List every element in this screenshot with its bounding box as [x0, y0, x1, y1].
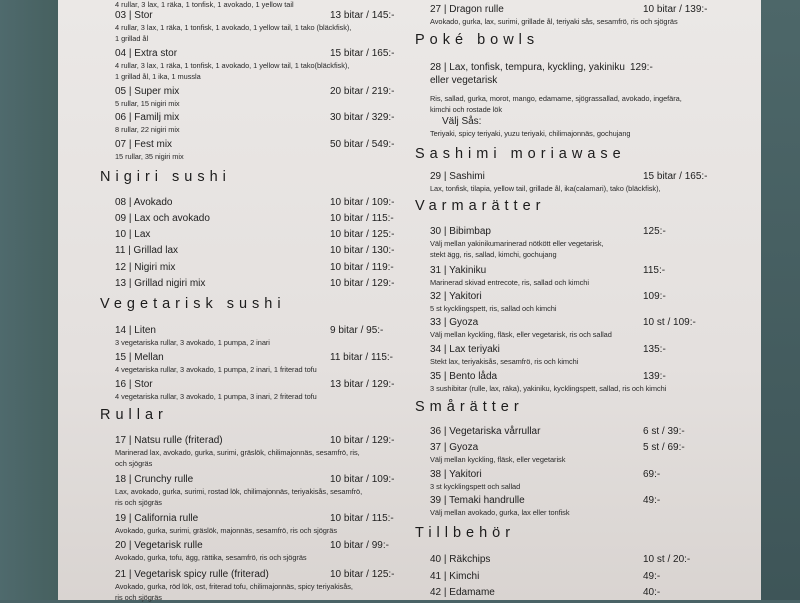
item-number: 11: [115, 245, 126, 256]
menu-item-description: Avokado, gurka, lax, surimi, grillade ål, teriyaki sås, sesamfrö, ris och sjögräs: [430, 17, 678, 26]
item-number: 40: [430, 554, 442, 565]
item-number: 08: [115, 197, 127, 208]
menu-item-description: Ris, sallad, gurka, morot, mango, edamame, sjögrassallad, avokado, ingefära,: [430, 94, 682, 103]
item-title: Extra stor: [134, 48, 178, 59]
menu-item-name: [430, 290, 482, 303]
separator: |: [441, 171, 450, 182]
menu-item-price: 49:-: [643, 495, 661, 506]
menu-item-name: [115, 9, 153, 22]
menu-item-price: 115:-: [643, 265, 666, 276]
item-number: 15: [115, 352, 127, 363]
menu-item-price: 129:-: [630, 62, 653, 73]
menu-item-price: 10 bitar / 109:-: [330, 197, 395, 208]
menu-item-name: [430, 494, 525, 507]
menu-item-description: 8 rullar, 22 nigiri mix: [115, 125, 180, 134]
menu-item-name: [430, 170, 485, 183]
menu-item-description: Välj mellan kyckling, fläsk, eller vegetarisk, ris och sallad: [430, 330, 612, 339]
menu-item-description: Marinerad skivad entrecote, ris, sallad och kimchi: [430, 278, 589, 287]
menu-item-name: [115, 351, 164, 364]
item-title: Vegetariska vårrullar: [449, 426, 541, 437]
item-title: Stor: [134, 379, 153, 390]
menu-item-price: 10 bitar / 139:-: [643, 4, 708, 15]
menu-item-name: [115, 512, 198, 525]
wall-background-right: [761, 0, 800, 600]
menu-item-description: stekt ägg, ris, sallad, kimchi, gochujang: [430, 250, 557, 259]
menu-item-name: [115, 47, 177, 60]
item-number: 13: [115, 278, 127, 289]
menu-item-description: Lax, tonfisk, tilapia, yellow tail, grillade ål, ika(calamari), tako (bläckfisk),: [430, 184, 661, 193]
menu-item-description: Välj mellan yakinikumarinerad nötkött eller vegetarisk,: [430, 239, 604, 248]
menu-item-description: 4 rullar, 3 lax, 1 räka, 1 tonfisk, 1 avokado, 1 yellow tail, 1 tako (bläckfisk),: [115, 23, 352, 32]
item-title: Vegetarisk spicy rulle (friterad): [134, 569, 269, 580]
item-number: 18: [115, 474, 127, 485]
separator: |: [126, 325, 135, 336]
menu-item-price: 10 st / 20:-: [643, 554, 691, 565]
menu-item-name: [430, 586, 495, 599]
menu-item-name: [430, 3, 504, 16]
item-number: 38: [430, 469, 442, 480]
section-heading: Poké bowls: [415, 32, 540, 48]
sauce-options: Teriyaki, spicy teriyaki, yuzu teriyaki, chilimajonnäs, gochujang: [430, 129, 631, 138]
item-title: Lax teriyaki: [449, 344, 500, 355]
menu-item-price: 10 bitar / 129:-: [330, 435, 395, 446]
separator: |: [441, 469, 450, 480]
menu-item-price: 139:-: [643, 371, 666, 382]
item-number: 16: [115, 379, 127, 390]
menu-item-price: 10 bitar / 109:-: [330, 474, 395, 485]
item-number: 20: [115, 540, 127, 551]
menu-item-name-continued: eller vegetarisk: [430, 75, 498, 86]
item-title: Grillad lax: [133, 245, 179, 256]
item-title: Super mix: [134, 86, 180, 97]
menu-item-name: [430, 316, 478, 329]
item-title: Mellan: [134, 352, 164, 363]
top-fragment-description: 4 rullar, 3 lax, 1 räka, 1 tonfisk, 1 avokado, 1 yellow tail: [115, 0, 294, 9]
menu-item-price: 10 bitar / 115:-: [330, 513, 394, 524]
item-number: 30: [430, 226, 442, 237]
separator: |: [126, 435, 135, 446]
item-number: 17: [115, 435, 127, 446]
separator: |: [441, 62, 450, 73]
menu-item-name: [115, 324, 156, 337]
separator: |: [441, 442, 450, 453]
item-title: Kimchi: [449, 571, 480, 582]
separator: |: [126, 86, 135, 97]
menu-item-name: [430, 468, 482, 481]
separator: |: [441, 587, 450, 598]
menu-item-description: 5 st kycklingspett, ris, sallad och kimchi: [430, 304, 557, 313]
item-number: 36: [430, 426, 442, 437]
menu-item-description: 15 rullar, 35 nigiri mix: [115, 152, 184, 161]
separator: |: [126, 213, 135, 224]
menu-item-description: 4 rullar, 3 lax, 1 räka, 1 tonfisk, 1 avokado, 1 yellow tail, 1 tako(bläckfisk),: [115, 61, 350, 70]
separator: |: [441, 495, 450, 506]
item-number: 07: [115, 139, 127, 150]
item-title: California rulle: [134, 513, 199, 524]
item-number: 32: [430, 291, 442, 302]
section-heading: Tillbehör: [415, 525, 516, 541]
menu-item-name: [115, 111, 179, 124]
separator: |: [126, 278, 135, 289]
item-title: Crunchy rulle: [134, 474, 194, 485]
item-number: 33: [430, 317, 442, 328]
item-number: 12: [115, 262, 127, 273]
menu-item-name: [430, 370, 497, 383]
item-title: Bibimbap: [449, 226, 491, 237]
menu-item-description: Marinerad lax, avokado, gurka, surimi, gräslök, chilimajonnäs, sesamfrö, ris,: [115, 448, 360, 457]
item-number: 31: [430, 265, 442, 276]
section-heading: Rullar: [100, 407, 168, 423]
section-heading: Nigiri sushi: [100, 169, 231, 185]
menu-item-name: [115, 473, 193, 486]
menu-item-description: Välj mellan kyckling, fläsk, eller vegetarisk: [430, 455, 566, 464]
menu-item-name: [115, 378, 153, 391]
menu-item-price: 9 bitar / 95:-: [330, 325, 384, 336]
menu-item-price: 6 st / 39:-: [643, 426, 685, 437]
menu-item-name: [430, 570, 479, 583]
item-number: 27: [430, 4, 442, 15]
menu-item-name: [430, 441, 478, 454]
item-number: 05: [115, 86, 127, 97]
menu-item-name: [430, 343, 500, 356]
menu-item-description: Välj mellan avokado, gurka, lax eller tonfisk: [430, 508, 570, 517]
menu-item-price: 109:-: [643, 291, 666, 302]
menu-item-description: Avokado, gurka, tofu, ägg, rättika, sesamfrö, ris och sjögräs: [115, 553, 307, 562]
item-number: 21: [115, 569, 127, 580]
menu-item-description: 5 rullar, 15 nigiri mix: [115, 99, 180, 108]
item-title: Nigiri mix: [134, 262, 176, 273]
menu-item-description: 1 grillad ål, 1 ika, 1 mussla: [115, 72, 201, 81]
item-number: 03: [115, 10, 127, 21]
item-title: Yakiniku: [449, 265, 487, 276]
item-title: Dragon rulle: [449, 4, 504, 15]
separator: |: [126, 112, 135, 123]
menu-item-name: [430, 425, 540, 438]
menu-item-price: 10 bitar / 130:-: [330, 245, 395, 256]
item-title: Räkchips: [449, 554, 491, 565]
item-number: 41: [430, 571, 442, 582]
separator: |: [125, 245, 134, 256]
menu-item-description: Lax, avokado, gurka, surimi, rostad lök, chilimajonnäs, teriyakisås, sesamfrö,: [115, 487, 363, 496]
separator: |: [441, 265, 450, 276]
section-heading: Smårätter: [415, 399, 524, 415]
separator: |: [441, 371, 450, 382]
menu-item-name: [115, 196, 172, 209]
menu-item-price: 40:-: [643, 587, 661, 598]
wall-background-left: [0, 0, 58, 600]
menu-item-price: 10 bitar / 119:-: [330, 262, 394, 273]
separator: |: [126, 474, 135, 485]
separator: |: [126, 48, 135, 59]
menu-item-description: 3 sushibitar (rulle, lax, räka), yakiniku, kycklingspett, sallad, ris och kimchi: [430, 384, 667, 393]
menu-item-price: 135:-: [643, 344, 666, 355]
menu-item-price: 10 bitar / 99:-: [330, 540, 389, 551]
menu-item-name: [115, 261, 175, 274]
item-title: Bento låda: [449, 371, 498, 382]
menu-item-description: 4 vegetariska rullar, 3 avokado, 1 pumpa, 3 inari, 2 friterad tofu: [115, 392, 317, 401]
menu-item-price: 30 bitar / 329:-: [330, 112, 395, 123]
separator: |: [441, 317, 450, 328]
item-number: 29: [430, 171, 442, 182]
separator: |: [126, 569, 135, 580]
section-heading: Sashimi moriawase: [415, 146, 626, 162]
menu-item-name: [430, 264, 486, 277]
item-title: Fest mix: [134, 139, 173, 150]
item-title: Edamame: [449, 587, 495, 598]
separator: |: [126, 197, 134, 208]
item-number: 34: [430, 344, 442, 355]
menu-item-name: [430, 61, 625, 74]
item-number: 14: [115, 325, 127, 336]
item-title: Temaki handrulle: [449, 495, 525, 506]
separator: |: [441, 226, 450, 237]
item-number: 06: [115, 112, 127, 123]
menu-item-description: ris och sjögräs: [115, 498, 162, 507]
item-number: 42: [430, 587, 442, 598]
menu-item-description: Stekt lax, teriyakisås, sesamfrö, ris och kimchi: [430, 357, 579, 366]
item-title: Sashimi: [449, 171, 485, 182]
menu-item-price: 125:-: [643, 226, 666, 237]
item-title: Natsu rulle (friterad): [134, 435, 223, 446]
menu-item-name: [115, 568, 269, 581]
menu-item-description: 3 st kycklingspett och sallad: [430, 482, 521, 491]
menu-item-name: [115, 138, 172, 151]
item-title: Lax: [134, 229, 151, 240]
item-title: Lax och avokado: [134, 213, 210, 224]
menu-item-price: 49:-: [643, 571, 661, 582]
menu-item-description: Avokado, gurka, röd lök, ost, friterad tofu, chilimajonnäs, spicy teriyakisås,: [115, 582, 353, 591]
separator: |: [441, 344, 450, 355]
item-title: Avokado: [133, 197, 173, 208]
menu-item-description: 3 vegetariska rullar, 3 avokado, 1 pumpa, 2 inari: [115, 338, 270, 347]
menu-item-price: 11 bitar / 115:-: [330, 352, 393, 363]
menu-item-name: [115, 244, 178, 257]
menu-item-name: [115, 212, 210, 225]
separator: |: [441, 291, 450, 302]
menu-item-name: [115, 277, 205, 290]
menu-item-price: 15 bitar / 165:-: [330, 48, 395, 59]
item-number: 09: [115, 213, 127, 224]
item-title: Gyoza: [449, 317, 479, 328]
separator: |: [126, 10, 135, 21]
item-title: Familj mix: [134, 112, 180, 123]
separator: |: [126, 229, 135, 240]
menu-item-price: 10 bitar / 125:-: [330, 569, 395, 580]
item-number: 35: [430, 371, 442, 382]
item-number: 28: [430, 62, 442, 73]
menu-item-description: och sjögräs: [115, 459, 153, 468]
item-title: Gyoza: [449, 442, 479, 453]
item-title: Grillad nigiri mix: [134, 278, 206, 289]
item-title: Lax, tonfisk, tempura, kyckling, yakiniku: [449, 62, 625, 73]
menu-item-price: 10 bitar / 115:-: [330, 213, 394, 224]
separator: |: [126, 262, 135, 273]
menu-item-description: 4 vegetariska rullar, 3 avokado, 1 pumpa, 2 inari, 1 friterad tofu: [115, 365, 317, 374]
item-number: 10: [115, 229, 127, 240]
menu-item-description: kimchi och rostade lök: [430, 105, 503, 114]
menu-item-name: [430, 553, 490, 566]
menu-item-price: 10 bitar / 129:-: [330, 278, 395, 289]
menu-item-price: 10 bitar / 125:-: [330, 229, 395, 240]
menu-item-price: 5 st / 69:-: [643, 442, 685, 453]
section-heading: Varmarätter: [415, 198, 546, 214]
item-title: Yakitori: [449, 469, 482, 480]
item-number: 19: [115, 513, 127, 524]
separator: |: [126, 379, 135, 390]
separator: |: [441, 571, 450, 582]
section-heading: Vegetarisk sushi: [100, 296, 286, 312]
item-title: Yakitori: [449, 291, 482, 302]
sauce-label: Välj Sås:: [442, 116, 482, 127]
menu-item-description: 1 grillad ål: [115, 34, 149, 43]
item-title: Vegetarisk rulle: [134, 540, 203, 551]
separator: |: [126, 139, 135, 150]
menu-item-price: 13 bitar / 129:-: [330, 379, 395, 390]
menu-item-name: [430, 225, 491, 238]
item-number: 04: [115, 48, 127, 59]
separator: |: [441, 554, 450, 565]
menu-item-name: [115, 539, 203, 552]
separator: |: [126, 540, 135, 551]
menu-item-name: [115, 228, 150, 241]
menu-item-price: 20 bitar / 219:-: [330, 86, 395, 97]
menu-item-price: 69:-: [643, 469, 661, 480]
separator: |: [441, 4, 450, 15]
item-number: 39: [430, 495, 442, 506]
item-title: Liten: [134, 325, 156, 336]
item-number: 37: [430, 442, 442, 453]
menu-item-description: Avokado, gurka, surimi, gräslök, majonnäs, sesamfrö, ris och sjögräs: [115, 526, 337, 535]
menu-item-price: 10 st / 109:-: [643, 317, 696, 328]
menu-item-description: ris och sjögräs: [115, 593, 162, 602]
menu-item-price: 13 bitar / 145:-: [330, 10, 395, 21]
menu-item-price: 15 bitar / 165:-: [643, 171, 708, 182]
separator: |: [441, 426, 450, 437]
separator: |: [126, 352, 135, 363]
menu-item-price: 50 bitar / 549:-: [330, 139, 395, 150]
separator: |: [126, 513, 135, 524]
item-title: Stor: [134, 10, 153, 21]
menu-item-name: [115, 85, 179, 98]
menu-item-name: [115, 434, 223, 447]
